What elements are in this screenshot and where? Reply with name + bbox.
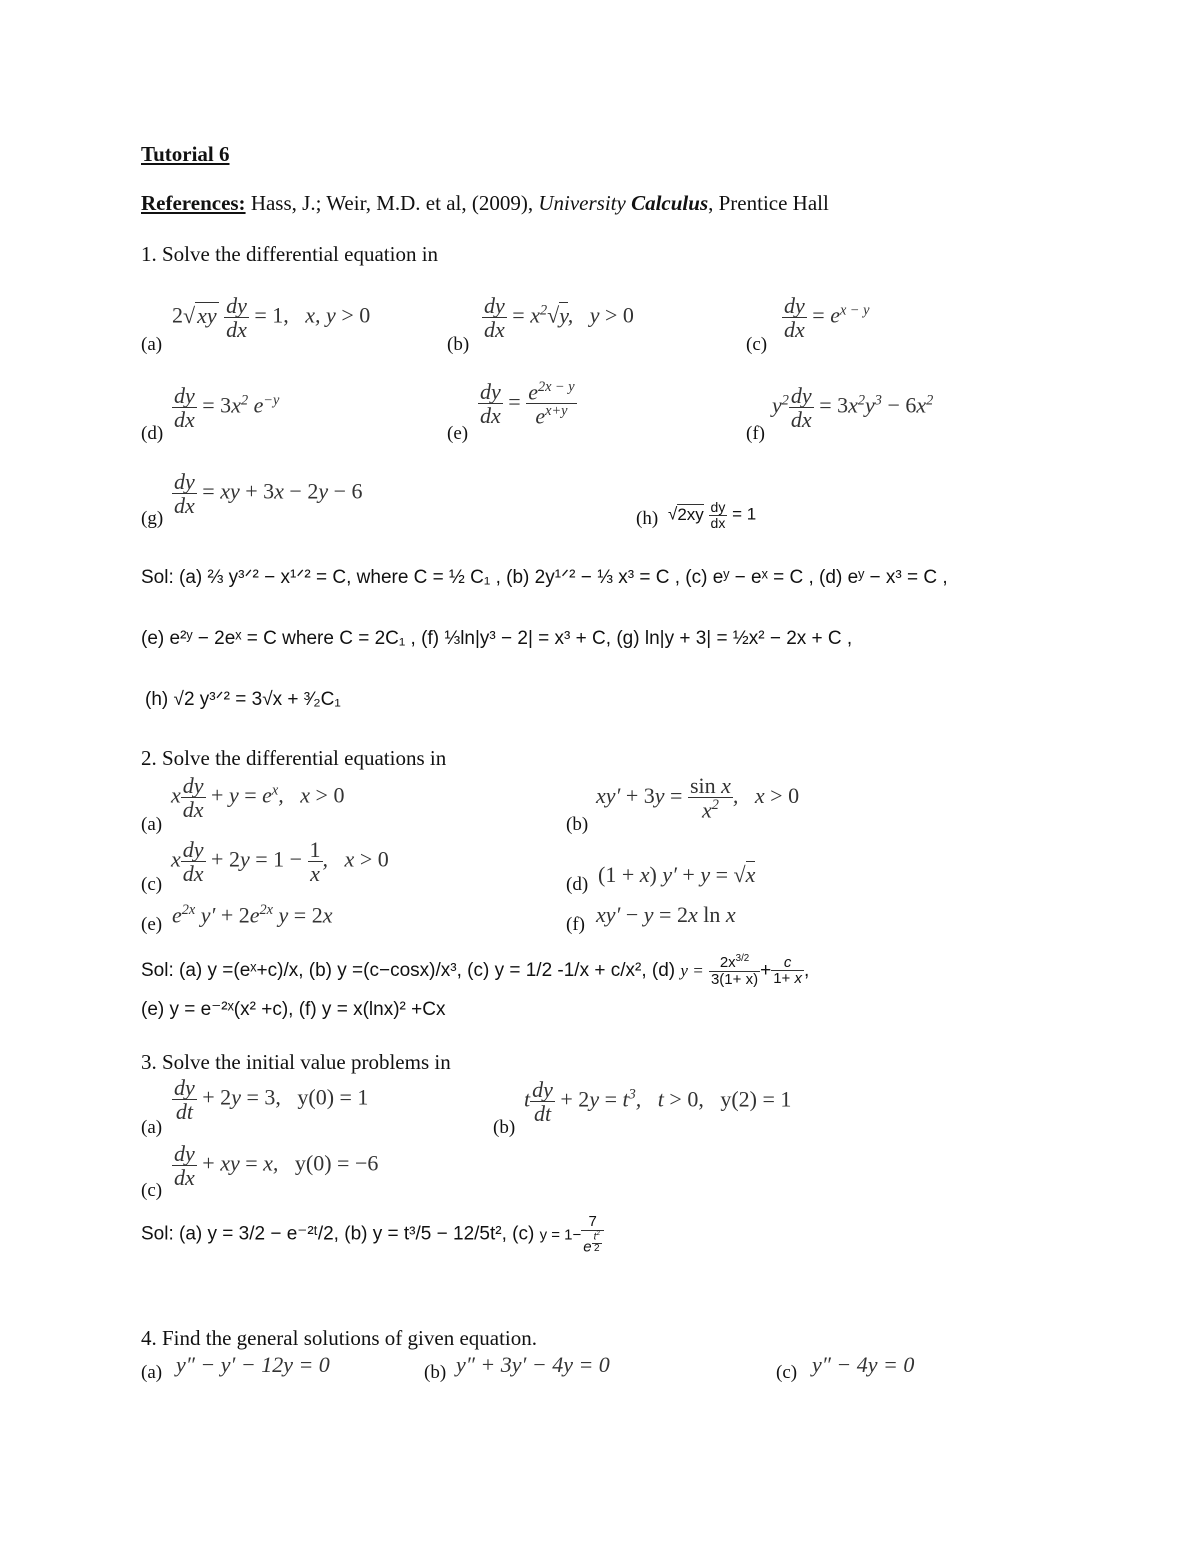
q3-eq-c: $\frac{dy}{dx}$ + xy = x, y(0) = −6 <box>174 1141 379 1191</box>
q2-eq-d: (1 + x) y′ + y = √x <box>598 862 756 887</box>
q1-eq-c: $\frac{dy}{dx}$ = $e^{x - y}$ <box>784 293 870 343</box>
q3-eq-b: t $\frac{dy}{dt}$ + $2y = t^3$, t > 0, y(2) = 1 <box>524 1077 792 1127</box>
q1-sol-line2: (e) e²ʸ − 2eˣ = C where C = 2C₁ , (f) ⅓ln|y³ − 2| = x³ + C, (g) ln|y + 3| = ½x² − 2x + C , <box>141 628 853 649</box>
q3-heading: 3. Solve the initial value problems in <box>141 1050 451 1074</box>
q1-eq-g: $\frac{dy}{dx}$ = xy + 3x − 2y − 6 <box>174 469 363 519</box>
q2-eq-f: xy′ − y = 2x ln x <box>596 902 736 927</box>
q3-eq-a: $\frac{dy}{dt}$ + 2y = 3, y(0) = 1 <box>174 1075 369 1125</box>
q2-label-a: (a) <box>141 814 163 835</box>
q1-eq-f: $y^2$ $\frac{dy}{dx}$ = $3x^2y^3 - 6x^2$ <box>772 383 934 433</box>
q4-heading: 4. Find the general solutions of given equation. <box>141 1326 538 1350</box>
q1-heading: 1. Solve the differential equation in <box>141 242 439 266</box>
q2-label-b: (b) <box>566 814 589 835</box>
q1-eq-a: 2√xy $\frac{dy}{dx}$ = 1, x, y > 0 <box>172 293 371 343</box>
q4-label-b: (b) <box>424 1362 447 1383</box>
q2-eq-c: x $\frac{dy}{dx}$ + 2y = 1 − $\frac{1}{x}$ , x > 0 <box>171 837 389 887</box>
q2-label-e: (e) <box>141 914 163 935</box>
q1-label-a: (a) <box>141 334 163 355</box>
q2-sol-line2: (e) y = e⁻²ˣ(x² +c), (f) y = x(lnx)² +Cx <box>141 999 446 1020</box>
q2-label-f: (f) <box>566 914 585 935</box>
q1-sol-line1: Sol: (a) ⅔ y³ᐟ² − x¹ᐟ² = C, where C = ½ C₁ , (b) 2y¹ᐟ² − ⅓ x³ = C , (c) eʸ − eˣ = C , (d) eʸ − x³ = C , <box>141 567 948 588</box>
q4-eq-b: y″ + 3y′ − 4y = 0 <box>456 1352 610 1377</box>
q2-sol-line1: Sol: (a) y =(eˣ+c)/x, (b) y =(c−cosx)/x³, (c) y = 1/2 -1/x + c/x², (d) y = $\frac{2x^{3/2}}{3(1+ x)}$ + $\frac{c}{1+ x}$ , <box>141 953 810 988</box>
q1-eq-h: √2xy $\frac{dy}{dx}$ = 1 <box>668 499 757 531</box>
q1-eq-e: $\frac{dy}{dx}$ = $\frac{e^{2x - y}}{e^{x+y}}$ <box>480 379 575 429</box>
q1-eq-b: $\frac{dy}{dx}$ = $x^2√y$, y > 0 <box>484 293 634 343</box>
q1-sol-line3: (h) √2 y³ᐟ² = 3√x + ³⁄₂C₁ <box>145 689 341 710</box>
q4-eq-a: y″ − y′ − 12y = 0 <box>176 1352 330 1377</box>
q2-eq-e: $e^{2x}$ $y' + 2e^{2x}$ y = 2x <box>172 902 333 928</box>
q1-label-h: (h) <box>636 508 659 529</box>
q1-label-e: (e) <box>447 423 469 444</box>
q1-label-b: (b) <box>447 334 470 355</box>
q1-label-d: (d) <box>141 423 164 444</box>
q2-heading: 2. Solve the differential equations in <box>141 746 447 770</box>
q4-eq-c: y″ − 4y = 0 <box>812 1352 915 1377</box>
q3-label-b: (b) <box>493 1117 516 1138</box>
q1-label-f: (f) <box>746 423 765 444</box>
q1-eq-d: $\frac{dy}{dx}$ = $3x^2$ $e^{-y}$ <box>174 383 280 433</box>
q2-eq-a: x $\frac{dy}{dx}$ + $y = e^x$, x > 0 <box>171 773 345 823</box>
q4-label-a: (a) <box>141 1362 163 1383</box>
q3-sol-line: Sol: (a) y = 3/2 − e⁻²ᵗ/2, (b) y = t³/5 − 12/5t², (c) y = 1− 7 e $^{\frac{t^2}{2}}$ <box>141 1214 604 1255</box>
q2-label-c: (c) <box>141 874 163 895</box>
q1-label-g: (g) <box>141 508 164 529</box>
q4-label-c: (c) <box>776 1362 798 1383</box>
q3-label-c: (c) <box>141 1180 163 1201</box>
q3-label-a: (a) <box>141 1117 163 1138</box>
references-line: References: Hass, J.; Weir, M.D. et al, (2009), University Calculus, Prentice Hall <box>141 191 829 215</box>
q2-eq-b: xy′ + 3y = $\frac{\text{sin x}}{x^2}$ , x > 0 <box>596 773 800 823</box>
q1-label-c: (c) <box>746 334 768 355</box>
q2-label-d: (d) <box>566 874 589 895</box>
page-title: Tutorial 6 <box>141 142 230 166</box>
